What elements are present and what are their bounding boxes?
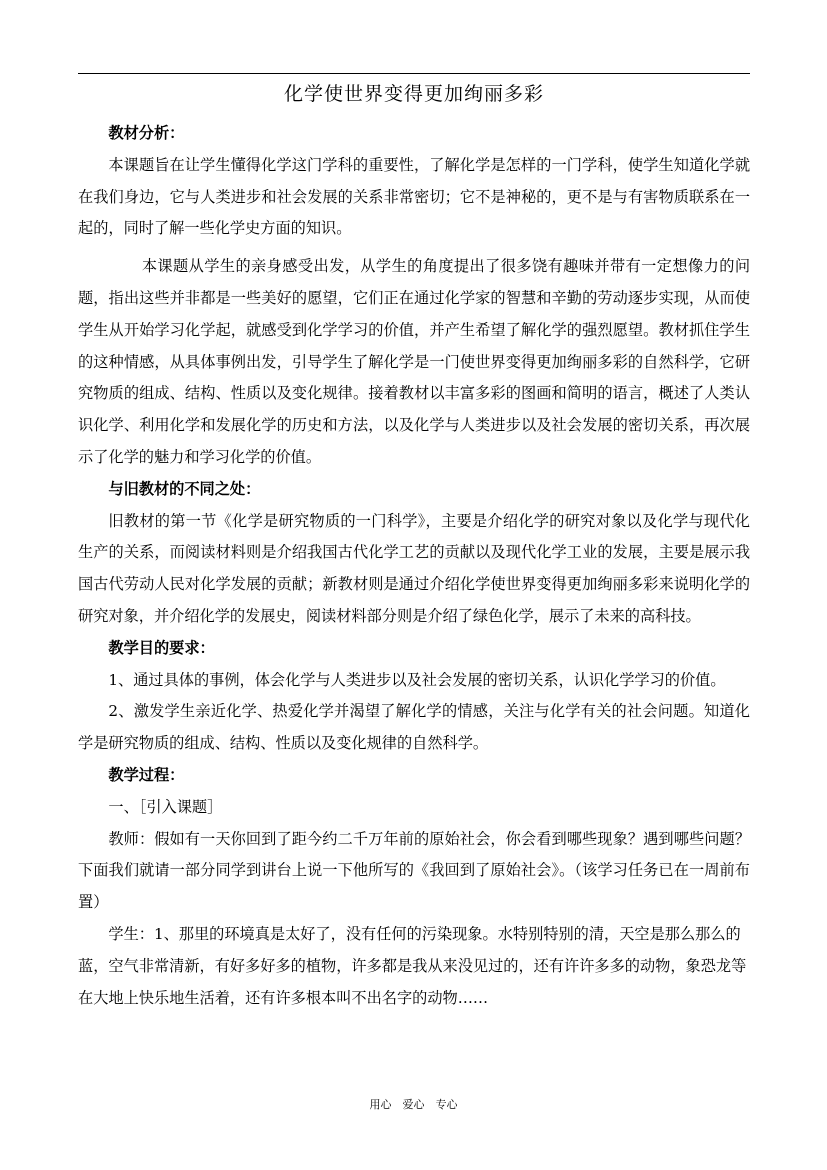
- paragraph-differences: 旧教材的第一节《化学是研究物质的一门科学》，主要是介绍化学的研究对象以及化学与现代化生产的关系，而阅读材料则是介绍我国古代化学工艺的贡献以及现代化学工业的发展，主要是展示我国古代劳动人民对化学发展的贡献；新教材则是通过介绍化学使世界变得更加绚丽多彩来说明化学的研究对象，并介绍化学的发展史，阅读材料部分则是介绍了绿色化学，展示了未来的高科技。: [78, 511, 750, 625]
- heading-teaching-process: 教学过程：: [108, 765, 185, 784]
- paragraph-teacher: 教师：假如有一天你回到了距今约二千万年前的原始社会，你会看到哪些现象？遇到哪些问题？下面我们就请一部分同学到讲台上说一下他所写的《我回到了原始社会》。（该学习任务已在一周前布置）: [78, 829, 750, 912]
- heading-teaching-goals: 教学目的要求：: [108, 638, 215, 657]
- page-footer: 用心 爱心 专心: [369, 1098, 458, 1111]
- paragraph-step-1: 一、［引入课题］: [108, 797, 223, 816]
- heading-differences: 与旧教材的不同之处：: [108, 479, 261, 498]
- heading-material-analysis: 教材分析：: [108, 124, 185, 142]
- paragraph-material-intro: 本课题旨在让学生懂得化学这门学科的重要性，了解化学是怎样的一门学科，使学生知道化学就在我们身边，它与人类进步和社会发展的关系非常密切；它不是神秘的，更不是与有害物质联系在一起的，同时了解一些化学史方面的知识。: [78, 155, 750, 238]
- document-body: [78, 118, 750, 1014]
- paragraph-goal-1: 1、通过具体的事例，体会化学与人类进步以及社会发展的密切关系，认识化学学习的价值。: [108, 670, 726, 689]
- document-title: 化学使世界变得更加绚丽多彩: [283, 83, 544, 105]
- header-rule: [78, 73, 750, 74]
- paragraph-student: 学生：1、那里的环境真是太好了，没有任何的污染现象。水特别特别的清，天空是那么那么的蓝，空气非常清新，有好多好多的植物，许多都是我从来没见过的，还有许许多多的动物，象恐龙等在大地上快乐地生活着，还有许多根本叫不出名字的动物……: [78, 924, 747, 1007]
- paragraph-material-detail: 本课题从学生的亲身感受出发，从学生的角度提出了很多饶有趣味并带有一定想像力的问题，指出这些并非都是一些美好的愿望，它们正在通过化学家的智慧和辛勤的劳动逐步实现，从而使学生从开始学习化学起，就感受到化学学习的价值，并产生希望了解化学的强烈愿望。教材抓住学生的这种情感，从具体事例出发，引导学生了解化学是一门使世界变得更加绚丽多彩的自然科学，它研究物质的组成、结构、性质以及变化规律。接着教材以丰富多彩的图画和简明的语言，概述了人类认识化学、利用化学和发展化学的历史和方法，以及化学与人类进步以及社会发展的密切关系，再次展示了化学的魅力和学习化学的价值。: [78, 257, 750, 466]
- paragraph-goal-2: 2、激发学生亲近化学、热爱化学并渴望了解化学的情感，关注与化学有关的社会问题。知道化学是研究物质的组成、结构、性质以及变化规律的自然科学。: [78, 702, 750, 753]
